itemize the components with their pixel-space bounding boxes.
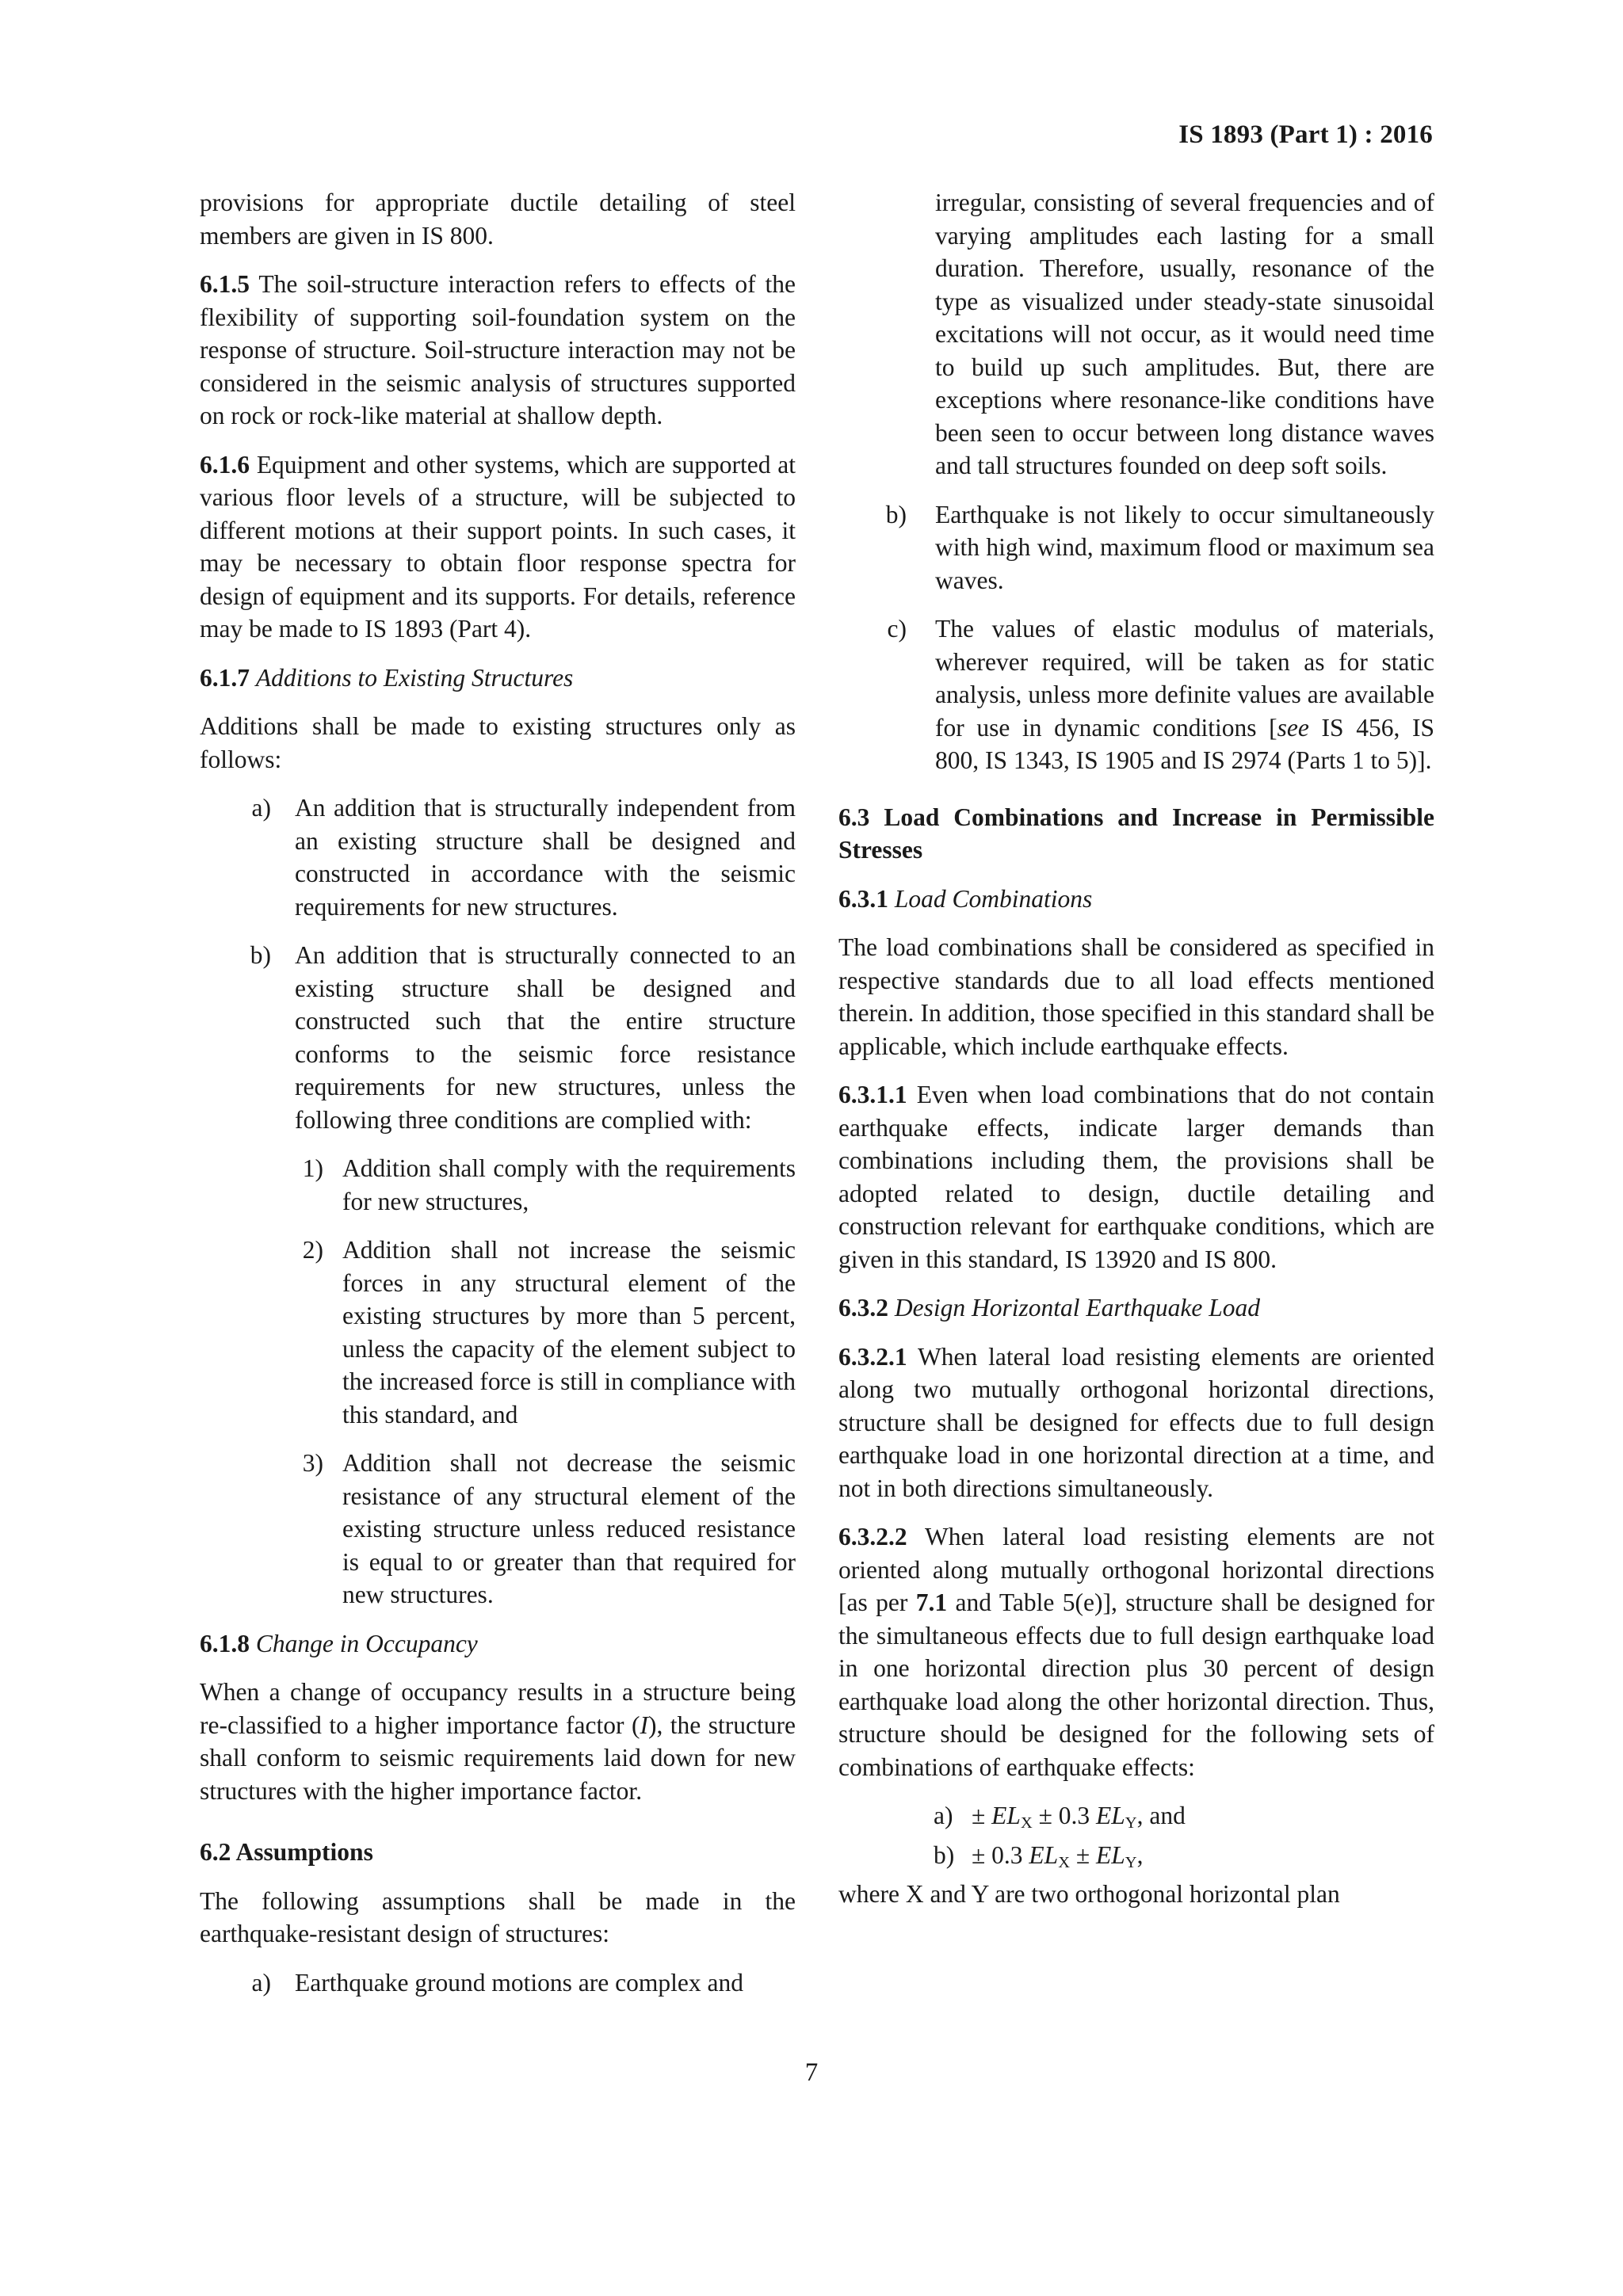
formula-a: [838, 1799, 1434, 1833]
right-column: [838, 186, 1434, 1927]
formula-part: EL: [1096, 1802, 1125, 1829]
clause-number: 6.3.2.2: [838, 1523, 907, 1550]
clause-text: When lateral load resisting elements are oriented along two mutually orthogonal horizontal directions, structure shall be designed for effects due to full design earthquake load in one horizontal direction at a time, and not in both directions simultaneously.: [838, 1342, 1434, 1502]
variable: I: [640, 1711, 648, 1739]
clause-title: Load Combinations: [894, 884, 1093, 913]
formula-part: ± 0.3: [1032, 1802, 1097, 1829]
list-marker: a): [251, 1968, 271, 1997]
clause-6-3-1-1: [838, 1078, 1434, 1276]
list-text: An addition that is structurally connected to an existing structure shall be designed and constructed such that the entire structure conforms to the seismic force resistance requirements for new structures, unless the following three conditions are complied with:: [295, 941, 796, 1134]
list-text: [935, 612, 1434, 777]
list-marker: c): [887, 615, 907, 643]
clause-text: Even when load combinations that do not contain earthquake effects, indicate larger demands than combinations including them, the provisions shall be adopted related to design, ductile detailing and construction relevant for earthquake conditions, which are given in this standard, IS 13920 and IS 800.: [838, 1081, 1434, 1273]
formula-subscript: Y: [1125, 1853, 1137, 1871]
list-text: An addition that is structurally independent from an existing structure shall be designed and constructed in accordance with the seismic requirements for new structures.: [295, 794, 796, 921]
formula-part: EL: [1029, 1840, 1059, 1869]
clause-number: 6.1.7: [200, 663, 250, 692]
list-marker: 1): [302, 1154, 323, 1182]
closing-text: where X and Y are two orthogonal horizontal plan: [838, 1880, 1340, 1908]
list-text: Earthquake ground motions are complex and: [295, 1968, 743, 1997]
clause-6-1-6: [200, 448, 796, 646]
text-run: and Table 5(e)], structure shall be designed for the simultaneous effects due to full design earthquake load in one horizontal direction plus 30 percent of design earthquake load along the other horizontal direction. Thus, structure should be designed for the following sets of combinations of earthquake effects:: [838, 1589, 1435, 1781]
formula-part: ± 0.3: [972, 1840, 1029, 1869]
document-header: IS 1893 (Part 1) : 2016: [1178, 120, 1433, 149]
formula-marker: a): [934, 1802, 953, 1829]
clause-6-1-8-heading: [200, 1627, 796, 1661]
clause-6-1-7-heading: [200, 662, 796, 695]
clause-text: Equipment and other systems, which are supported at various floor levels of a structure, will be subjected to different motions at their support points. In such cases, it may be necessary to obtain floor response spectra for design of equipment and its supports. For details, reference may be made to IS 1893 (Part 4).: [200, 450, 796, 643]
list-text: Addition shall comply with the requirements for new structures,: [342, 1154, 796, 1215]
formula-subscript: X: [1058, 1853, 1070, 1871]
left-column: [200, 186, 796, 2015]
clause-text: The soil-structure interaction refers to effects of the flexibility of supporting soil-foundation system on the response of structure. Soil-structure interaction may not be considered in the seismic analysis of structures supported on rock or rock-like material at shallow depth.: [200, 270, 796, 429]
list-item: [838, 498, 1434, 597]
clause-6-3-1-text: The load combinations shall be considered as specified in respective standards due to all load effects mentioned therein. In addition, those specified in this standard shall be applicable, which include earthquake effects.: [838, 933, 1434, 1060]
clause-title: Change in Occupancy: [255, 1629, 478, 1657]
sub-list-item: [200, 1234, 796, 1431]
clause-title: Design Horizontal Earthquake Load: [894, 1294, 1260, 1322]
page-number: 7: [804, 2058, 819, 2087]
clause-6-3-1-heading: [838, 883, 1434, 916]
text-run: see: [1277, 713, 1309, 742]
clause-number: 6.3.2.1: [838, 1342, 907, 1371]
text-run: The values of elastic modulus of materials, wherever required, will be taken as for static analysis, unless more definite values are available for use in dynamic conditions [: [935, 615, 1434, 742]
list-marker-blank: [884, 186, 907, 482]
formula-part: , and: [1136, 1802, 1186, 1829]
clause-number: 6.1.6: [200, 450, 250, 479]
section-6-2-heading: 6.2 Assumptions: [200, 1838, 373, 1866]
list-marker: a): [251, 794, 271, 822]
list-marker: 3): [302, 1449, 323, 1477]
clause-number: 6.1.5: [200, 270, 250, 298]
text-run: When a change of occupancy results in a structure being re-classified to a higher importance factor (: [200, 1678, 796, 1739]
section-6-3-heading: 6.3 Load Combinations and Increase in Permissible Stresses: [838, 803, 1434, 864]
list-text: irregular, consisting of several frequencies and of varying amplitudes each lasting for a small duration. Therefore, usually, resonance of the type as visualized under steady-state sinusoidal excitations will not occur, as it would need time to build up such amplitudes. But, there are exceptions where resonance-like conditions have been seen to occur between long distance waves and tall structures founded on deep soft soils.: [935, 189, 1434, 479]
formula-part: EL: [1096, 1840, 1125, 1869]
list-item: [200, 1966, 796, 2000]
intro-paragraph: provisions for appropriate ductile detailing of steel members are given in IS 800.: [200, 189, 796, 250]
clause-number: 6.3.1: [838, 884, 888, 913]
clause-6-3-2-1: [838, 1341, 1434, 1505]
list-item-continued: [838, 186, 1434, 482]
clause-number: 6.3.2: [838, 1294, 888, 1322]
formula-part: ,: [1136, 1840, 1144, 1869]
clause-number: 6.3.1.1: [838, 1081, 907, 1108]
list-item: [200, 791, 796, 923]
text-run: IS 456, IS 800, IS 1343, IS 1905 and IS 2974 (Parts 1 to 5)].: [935, 713, 1434, 774]
formula-subscript: Y: [1125, 1814, 1137, 1832]
clause-reference: 7.1: [915, 1589, 948, 1616]
text-run: When lateral load resisting elements are not oriented along mutually orthogonal horizontal directions [as per: [838, 1523, 1434, 1616]
sub-list-item: [200, 1152, 796, 1218]
sub-list-item: [200, 1447, 796, 1611]
list-text: Earthquake is not likely to occur simultaneously with high wind, maximum flood or maximum sea waves.: [935, 500, 1434, 594]
clause-6-1-8-text: [200, 1676, 796, 1807]
formula-marker: b): [934, 1840, 955, 1869]
list-item: [200, 939, 796, 1136]
list-text: Addition shall not decrease the seismic resistance of any structural element of the existing structure unless reduced resistance is equal to or greater than that required for new structures.: [342, 1449, 796, 1608]
clause-6-3-2-2: [838, 1520, 1434, 1783]
formula-b: [838, 1839, 1434, 1872]
clause-title: Additions to Existing Structures: [255, 663, 574, 692]
clause-number: 6.1.8: [200, 1629, 250, 1657]
list-marker: 2): [302, 1236, 323, 1264]
list-item: [838, 612, 1434, 777]
formula-part: ±: [972, 1802, 992, 1829]
formula-part: ±: [1069, 1840, 1097, 1869]
formula-subscript: X: [1020, 1814, 1033, 1832]
clause-6-1-5: [200, 268, 796, 433]
list-text: Addition shall not increase the seismic forces in any structural element of the existing structures by more than 5 percent, unless the capacity of the element subject to the increased force is still in compliance with this standard, and: [342, 1236, 796, 1428]
list-marker: b): [250, 941, 271, 969]
formula-part: EL: [991, 1802, 1021, 1829]
section-6-2-text: The following assumptions shall be made in the earthquake-resistant design of structures:: [200, 1886, 796, 1947]
text-run: ), the structure shall conform to seismic requirements laid down for new structures with the higher importance factor.: [200, 1711, 796, 1805]
clause-6-1-7-text: Additions shall be made to existing structures only as follows:: [200, 712, 796, 773]
clause-6-3-2-heading: [838, 1291, 1434, 1325]
list-marker: b): [885, 500, 907, 528]
